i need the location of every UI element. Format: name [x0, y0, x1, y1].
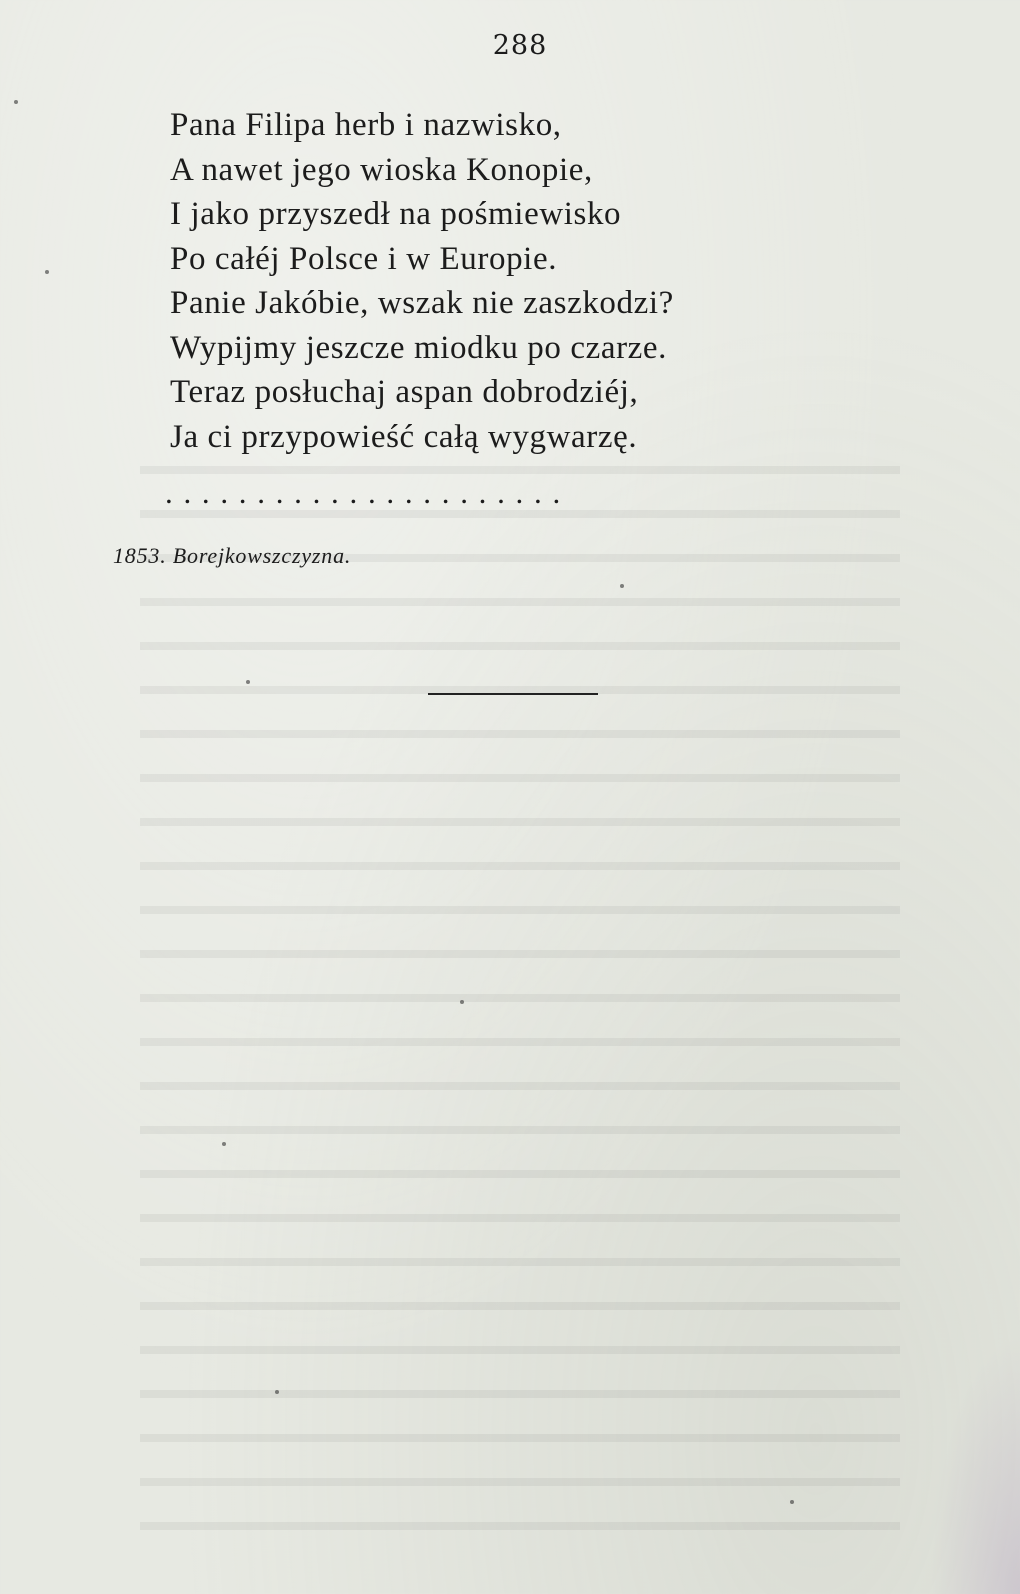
poem-line: Teraz posłuchaj aspan dobrodziéj, [170, 374, 639, 410]
ink-speck [246, 680, 250, 684]
ink-speck [222, 1142, 226, 1146]
poem-line: A nawet jego wioska Konopie, [170, 151, 593, 188]
poem-stanza [170, 103, 674, 459]
ink-speck [460, 1000, 464, 1004]
page-number: 288 [492, 30, 548, 61]
poem-line: Wypijmy jeszcze miodku po czarze. [170, 329, 668, 366]
ellipsis-row: ...................... [165, 475, 571, 510]
show-through-text [140, 440, 900, 1560]
ink-speck [45, 270, 49, 274]
poem-line: Pana Filipa herb i nazwisko, [170, 107, 562, 143]
ink-speck [14, 100, 18, 104]
ink-speck [275, 1390, 279, 1394]
ink-speck [620, 584, 624, 588]
poem-line: Ja ci przypowieść całą wygwarzę. [170, 418, 638, 455]
ink-speck [790, 1500, 794, 1504]
closing-rule [428, 693, 598, 695]
poem-line: I jako przyszedł na pośmiewisko [170, 196, 622, 232]
dateline: 1853. Borejkowszczyzna. [113, 543, 352, 568]
paper-stain [930, 1334, 1020, 1594]
poem-line: Panie Jakóbie, wszak nie zaszkodzi? [170, 285, 674, 321]
poem-line: Po całéj Polsce i w Europie. [170, 240, 558, 277]
